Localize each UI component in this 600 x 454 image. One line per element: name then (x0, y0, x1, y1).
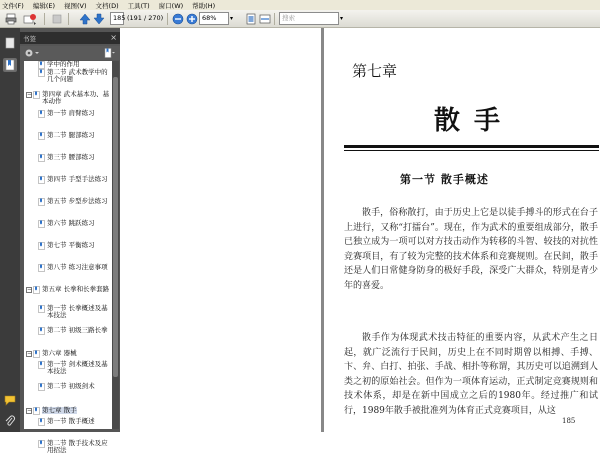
pages-button[interactable] (3, 36, 17, 50)
bookmark-icon (5, 59, 15, 71)
bookmark-icon (38, 154, 45, 162)
bookmark-item[interactable] (38, 361, 110, 375)
email-icon (23, 13, 37, 25)
gear-icon (24, 48, 40, 58)
panel-toolbar (20, 46, 120, 60)
toolbar (0, 10, 600, 28)
bookmark-item[interactable] (38, 176, 110, 184)
bookmark-label: 第二节 初级三路长拳 (47, 326, 108, 334)
close-panel-icon[interactable]: × (110, 33, 117, 42)
bookmark-label: 第二节 腿部练习 (47, 131, 95, 139)
page-count-label: (191 / 270) (127, 14, 164, 22)
bookmark-icon (38, 383, 45, 391)
bookmark-label: 第一节 长拳概述及基本技法 (47, 304, 108, 319)
collapse-toggle-icon[interactable]: − (27, 350, 33, 357)
menu-item[interactable]: 文档(D) (95, 1, 119, 10)
bookmark-label: 第七章 散手 (42, 406, 77, 414)
bookmark-icon (38, 220, 45, 228)
bookmark-item[interactable] (26, 350, 110, 358)
search-input[interactable]: 搜索 (279, 12, 339, 25)
menu-item[interactable]: 帮助(H) (192, 1, 216, 10)
next-page-button[interactable] (92, 12, 105, 25)
scrollbar-thumb[interactable] (113, 77, 118, 377)
collapse-toggle-icon[interactable]: − (27, 286, 33, 293)
panel-scrollbar[interactable] (112, 61, 119, 429)
bookmark-item[interactable] (38, 440, 110, 454)
chevron-down-icon[interactable]: ▾ (230, 15, 234, 22)
bookmark-item[interactable] (38, 418, 110, 426)
bookmark-item[interactable] (38, 305, 110, 319)
new-bookmark-icon (104, 48, 116, 58)
bookmark-icon (38, 110, 45, 118)
comments-button[interactable] (3, 393, 17, 407)
attachments-button[interactable] (3, 414, 17, 428)
hand-tool-button[interactable] (50, 12, 63, 25)
menu-bar (0, 0, 600, 10)
bookmark-item[interactable] (38, 220, 110, 228)
collapse-toggle-icon[interactable]: − (27, 407, 33, 414)
bookmarks-panel (20, 28, 120, 454)
menu-item[interactable]: 视图(V) (64, 1, 87, 10)
bookmark-label: 第五节 步型步法练习 (47, 197, 108, 205)
bookmark-icon (38, 264, 45, 272)
bookmark-label: 第二节 散手技术及应用招法 (47, 439, 108, 454)
bookmark-label: 第六节 跳跃练习 (47, 219, 95, 227)
arrow-up-icon (79, 13, 91, 25)
document-viewport[interactable] (120, 28, 600, 432)
chapter-title: 第七章 (352, 62, 398, 80)
bookmark-item[interactable] (38, 110, 110, 118)
collapse-toggle-icon[interactable]: − (27, 91, 33, 98)
toolbar-separator (44, 13, 45, 25)
fit-page-button[interactable] (244, 12, 257, 25)
bookmark-label: 第二节 武术教学中的几个问题 (47, 68, 108, 83)
bookmark-icon (33, 286, 40, 294)
arrow-down-icon (93, 13, 105, 25)
bookmark-item[interactable] (26, 286, 110, 294)
zoom-out-icon (172, 13, 184, 25)
bookmark-icon (38, 61, 45, 69)
bookmark-icon (38, 361, 45, 369)
page-number: 185 (562, 417, 576, 425)
bookmark-item[interactable] (38, 198, 110, 206)
zoom-in-button[interactable] (185, 12, 198, 25)
bookmarks-button[interactable] (3, 58, 17, 72)
bookmark-item[interactable] (38, 132, 110, 140)
bookmark-label: 第一节 剑术概述及基本技法 (47, 360, 108, 375)
section-title: 第一节 散手概述 (400, 173, 489, 186)
bookmark-item[interactable] (38, 264, 110, 272)
chapter-name: 散手 (434, 106, 515, 136)
bookmark-icon (38, 305, 45, 313)
body-paragraph: 散手，俗称散打，由于历史上它是以徒手搏斗的形式在台子上进行，又称“打擂台”。现在，作为武术的重要组成部分，散手已独立成为一项可以对方技击动作为转移的斗智、较技的对抗性竞赛项目，有了较为完整的技术体系和竞赛规则。在民间，散手还是人们日常健身防身的极好手段，深受广大群众，特别是青少年的喜爱。 (344, 208, 598, 291)
new-bookmark-button[interactable] (104, 48, 116, 58)
print-icon (5, 13, 17, 25)
paperclip-icon (4, 415, 16, 427)
bookmark-label: 第六章 器械 (42, 349, 77, 357)
bookmark-icon (38, 69, 45, 77)
bookmark-icon (38, 418, 45, 426)
panel-title: 书签 (23, 34, 36, 43)
bookmark-item[interactable] (26, 407, 110, 415)
print-button[interactable] (4, 12, 17, 25)
menu-item[interactable]: 工具(T) (127, 1, 150, 10)
pages-icon (5, 37, 15, 49)
zoom-out-button[interactable] (171, 12, 184, 25)
toolbar-separator (274, 13, 275, 25)
document-page (324, 28, 600, 432)
hand-icon (51, 13, 63, 25)
menu-item[interactable]: 编辑(E) (32, 1, 55, 10)
fit-width-button[interactable] (258, 12, 271, 25)
bookmark-label: 第二节 初级剑术 (47, 382, 95, 390)
bookmark-tree (24, 60, 112, 454)
zoom-select[interactable]: 68% (199, 12, 229, 25)
bookmark-label: 第一节 散手概述 (47, 417, 95, 425)
bookmark-icon (38, 242, 45, 250)
bookmark-icon (38, 132, 45, 140)
bookmark-icon (33, 407, 40, 415)
toolbar-separator (167, 13, 168, 25)
email-button[interactable] (22, 12, 38, 25)
toolbar-separator (68, 13, 69, 25)
bookmark-item[interactable] (38, 383, 110, 391)
bookmark-label: 第八节 练习注意事项 (47, 263, 108, 271)
comment-icon (4, 394, 16, 406)
previous-page-button[interactable] (78, 12, 91, 25)
bookmark-icon (33, 350, 40, 358)
chapter-rule-thin (344, 150, 599, 151)
bookmark-item[interactable] (38, 327, 110, 335)
bookmark-label: 第四节 手型手法练习 (47, 175, 108, 183)
panel-header (20, 32, 120, 44)
fit-page-icon (245, 13, 257, 25)
menu-item[interactable]: 文件(F) (2, 1, 24, 10)
bookmark-item[interactable] (38, 154, 110, 162)
bookmark-item[interactable] (38, 242, 110, 250)
bookmark-icon (38, 176, 45, 184)
bookmark-icon (33, 91, 40, 99)
menu-item[interactable]: 窗口(W) (158, 1, 184, 10)
bookmark-icon (38, 440, 45, 448)
chapter-rule-thick (344, 145, 599, 148)
bookmark-icon (38, 198, 45, 206)
options-menu-button[interactable] (24, 48, 40, 58)
bookmark-item[interactable] (38, 69, 110, 83)
bookmark-label: 学中的作用 (47, 60, 80, 68)
bookmark-label: 第四章 武术基本功、基本动作 (42, 90, 110, 105)
zoom-in-icon (186, 13, 198, 25)
bookmark-item[interactable] (26, 91, 110, 105)
bookmark-label: 第五章 长拳和长拳套路 (42, 285, 110, 293)
body-paragraph: 散手作为体现武术技击特征的重要内容，从武术产生之日起，就广泛流行于民间，历史上在不同时期曾以相搏、手搏、卞、弁、白打、拍张、手战、相扑等称谓，其历史可以追溯到人类之初的原始社会。但作为一项体育运动，正式制定竞赛规则和技术体系，却是在新中国成立之后的1980年。经过推广和试行，1989年散手被批准列为体育正式竞赛项目，从这 (344, 333, 598, 416)
search-options-chevron-icon[interactable]: ▾ (340, 15, 344, 22)
page-number-input[interactable]: 185 (110, 12, 124, 25)
navigation-icon-strip (0, 28, 20, 432)
fit-width-icon (259, 13, 271, 25)
bookmark-label: 第一节 肩臂练习 (47, 109, 95, 117)
bookmark-label: 第三节 腰部练习 (47, 153, 95, 161)
bookmark-icon (38, 327, 45, 335)
bookmark-label: 第七节 平衡练习 (47, 241, 95, 249)
